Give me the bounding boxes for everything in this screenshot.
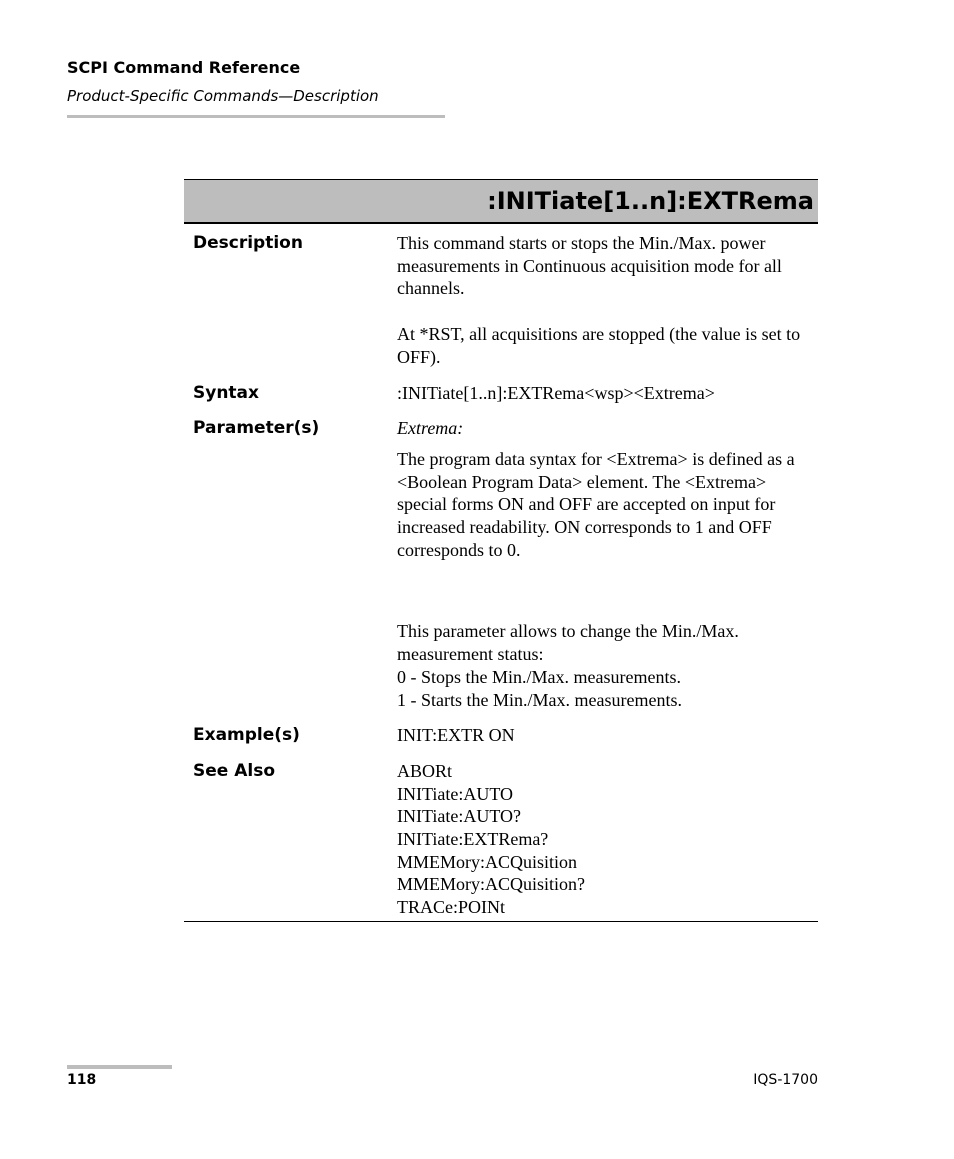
- see-also-item: INITiate:AUTO?: [397, 806, 521, 827]
- see-also-item: ABORt: [397, 760, 453, 781]
- command-table: [184, 179, 818, 922]
- see-also-item: MMEMory:ACQuisition?: [397, 874, 586, 895]
- page-footer: [67, 1065, 818, 1091]
- syntax-row: [184, 382, 818, 405]
- see-also-list: [397, 760, 818, 919]
- section-title: SCPI Command Reference: [67, 58, 301, 77]
- header-rule: [67, 115, 445, 118]
- example-value: INIT:EXTR ON: [397, 725, 515, 746]
- see-also-item: MMEMory:ACQuisition: [397, 851, 578, 872]
- page-number: 118: [67, 1072, 97, 1088]
- description-rst-note: At *RST, all acquisitions are stopped (the value is set to OFF).: [397, 324, 801, 367]
- table-bottom-rule: [184, 921, 818, 922]
- description-row: [184, 232, 818, 369]
- parameter-status-1: 1 - Starts the Min./Max. measurements.: [397, 689, 682, 710]
- syntax-label: Syntax: [193, 382, 259, 403]
- description-text: This command starts or stops the Min./Max. power measurements in Continuous acquisition mode for all channels.: [397, 233, 782, 299]
- product-name: IQS-1700: [753, 1072, 818, 1088]
- see-also-item: INITiate:EXTRema?: [397, 829, 549, 850]
- footer-rule: [67, 1065, 172, 1069]
- see-also-item: TRACe:POINt: [397, 897, 505, 918]
- section-subtitle: Product-Specific Commands—Description: [67, 87, 379, 105]
- see-also-label: See Also: [193, 760, 276, 781]
- see-also-item: INITiate:AUTO: [397, 783, 513, 804]
- parameters-row: [184, 417, 818, 711]
- command-title: :INITiate[1..n]:EXTRema: [184, 179, 818, 224]
- parameters-label: Parameter(s): [193, 418, 320, 439]
- parameters-value: [397, 417, 818, 711]
- running-header: [67, 58, 445, 118]
- parameter-status-intro: This parameter allows to change the Min./Max. measurement status:: [397, 621, 739, 665]
- description-label: Description: [193, 233, 303, 253]
- parameter-description: The program data syntax for <Extrema> is defined as a <Boolean Program Data> element. The <Extrema> special forms ON and OFF are accepted on input for increased readability. ON corresponds to 1 and OFF corresponds to 0.: [397, 448, 795, 560]
- parameter-name: Extrema:: [397, 418, 464, 439]
- description-value: [397, 232, 818, 369]
- examples-label: Example(s): [193, 725, 300, 746]
- syntax-value: :INITiate[1..n]:EXTRema<wsp><Extrema>: [397, 382, 715, 403]
- parameter-status-0: 0 - Stops the Min./Max. measurements.: [397, 666, 681, 687]
- see-also-row: [184, 760, 818, 919]
- examples-row: [184, 724, 818, 747]
